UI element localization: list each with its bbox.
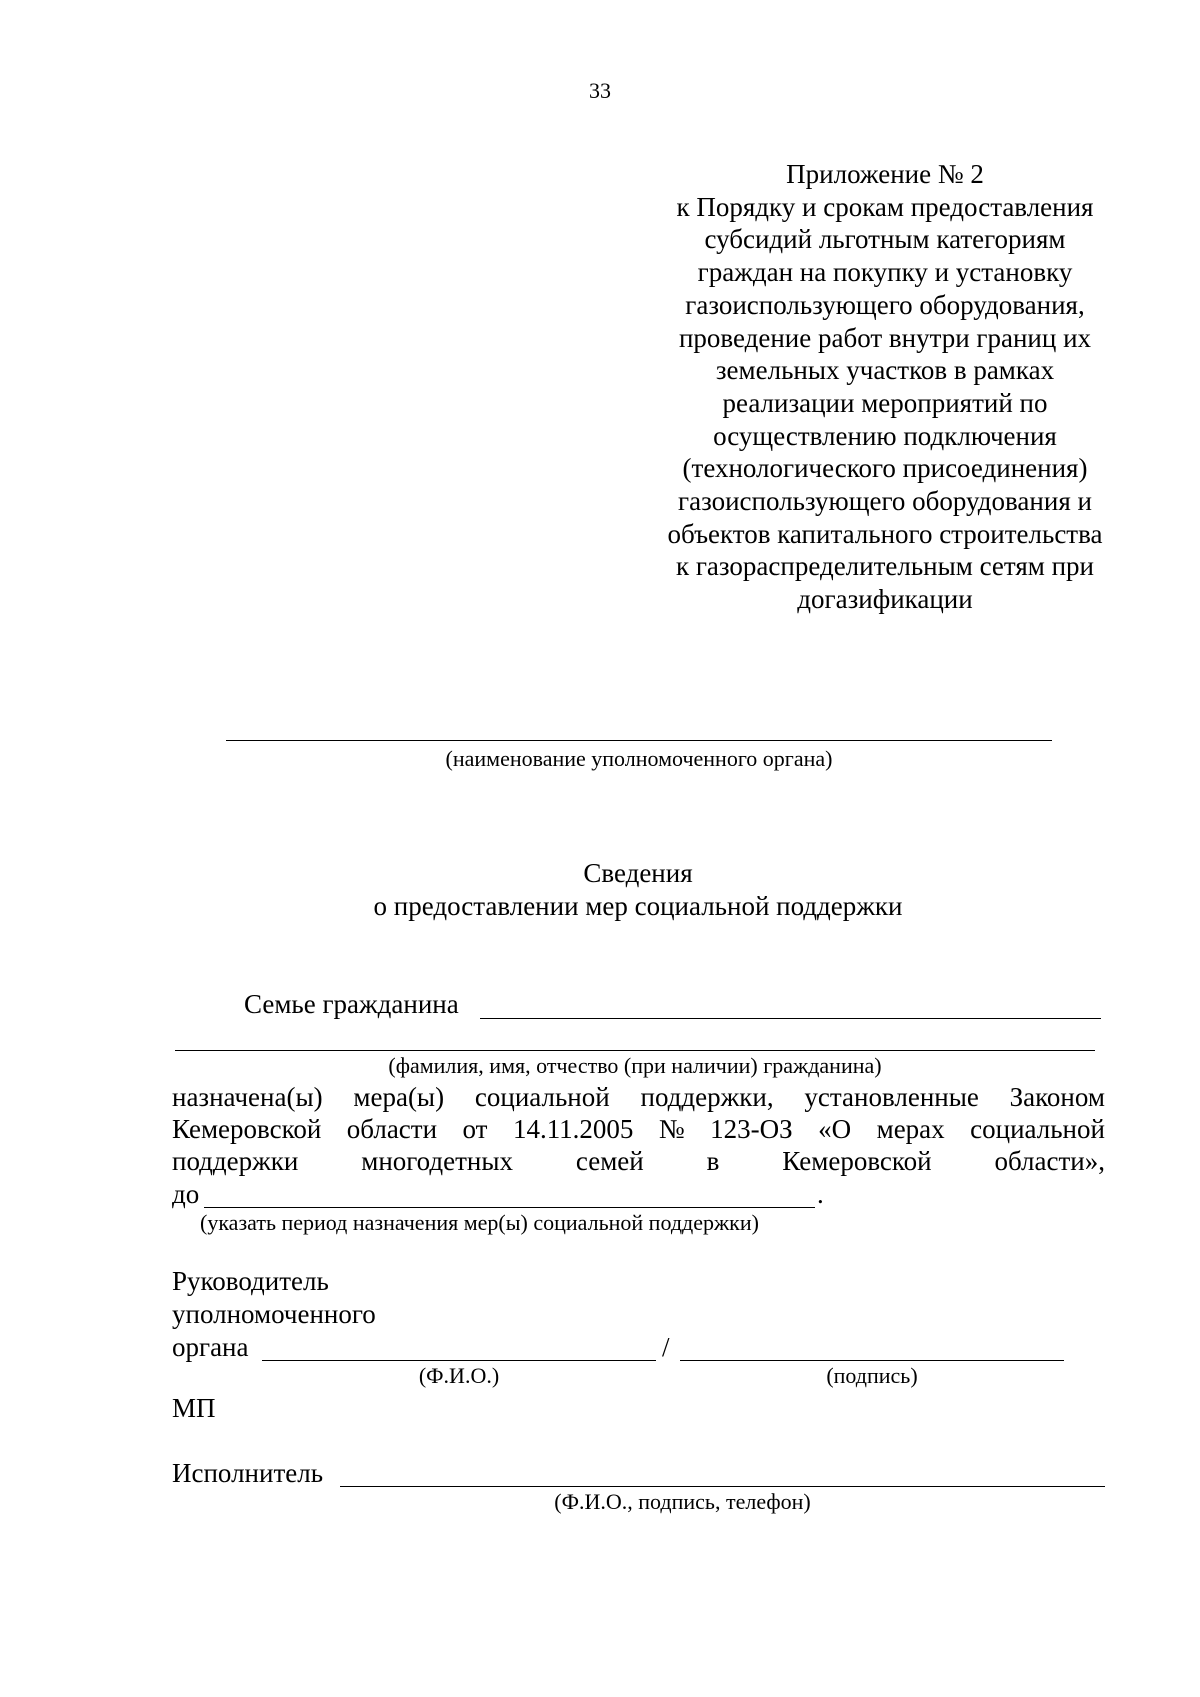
appendix-line: земельных участков в рамках bbox=[715, 355, 1055, 386]
appendix-line: догазификации bbox=[797, 584, 973, 615]
word: 14.11.2005 bbox=[512, 1114, 634, 1144]
appendix-line: субсидий льготным категориям bbox=[704, 224, 1066, 255]
appendix-line: газоиспользующего оборудования и bbox=[678, 486, 1092, 517]
word: от bbox=[462, 1114, 488, 1144]
appendix-line: Приложение № 2 bbox=[786, 159, 984, 189]
word: Кемеровской bbox=[782, 1146, 932, 1176]
stamp-placeholder: МП bbox=[172, 1393, 216, 1423]
word: области», bbox=[994, 1146, 1105, 1176]
page-number: 33 bbox=[589, 78, 611, 103]
word: назначена(ы) bbox=[172, 1082, 323, 1112]
word: области bbox=[346, 1114, 438, 1144]
appendix-line: осуществлению подключения bbox=[713, 420, 1057, 451]
head-signature-field[interactable] bbox=[680, 1360, 1064, 1361]
word: многодетных bbox=[361, 1146, 514, 1176]
signature-role-line-2: уполномоченного bbox=[172, 1299, 376, 1329]
until-label: до bbox=[172, 1179, 200, 1209]
appendix-line: газоиспользующего оборудования, bbox=[685, 289, 1085, 320]
period-caption: (указать период назначения мер(ы) социальной поддержки) bbox=[200, 1210, 759, 1235]
word: «О bbox=[818, 1114, 852, 1144]
sign-caption: (подпись) bbox=[826, 1363, 918, 1388]
word: мерах bbox=[876, 1114, 945, 1144]
family-caption: (фамилия, имя, отчество (при наличии) гражданина) bbox=[388, 1053, 882, 1078]
authority-caption: (наименование уполномоченного органа) bbox=[445, 746, 833, 771]
authority-name-line[interactable] bbox=[226, 740, 1052, 741]
word: семей bbox=[575, 1146, 644, 1176]
fio-caption: (Ф.И.О.) bbox=[418, 1363, 500, 1388]
appendix-line: проведение работ внутри границ их bbox=[678, 322, 1092, 353]
period-field[interactable] bbox=[204, 1207, 815, 1208]
appendix-line: объектов капитального строительства bbox=[667, 518, 1103, 549]
appendix-line: реализации мероприятий по bbox=[722, 387, 1048, 418]
head-fio-field[interactable] bbox=[262, 1360, 656, 1361]
family-label: Семье гражданина bbox=[244, 989, 459, 1019]
executor-label: Исполнитель bbox=[172, 1458, 324, 1488]
word: мера(ы) bbox=[353, 1082, 445, 1112]
executor-caption: (Ф.И.О., подпись, телефон) bbox=[554, 1489, 811, 1514]
appendix-line: к Порядку и срокам предоставления bbox=[676, 191, 1094, 222]
word: поддержки bbox=[172, 1146, 299, 1176]
word: социальной bbox=[474, 1082, 610, 1112]
appendix-header bbox=[630, 158, 1140, 616]
word: № bbox=[658, 1114, 685, 1144]
word: поддержки, bbox=[640, 1082, 774, 1112]
signature-separator: / bbox=[662, 1332, 670, 1362]
executor-field[interactable] bbox=[340, 1486, 1105, 1487]
document-title: Сведения bbox=[583, 858, 693, 888]
appendix-line: граждан на покупку и установку bbox=[697, 257, 1073, 288]
word: социальной bbox=[970, 1114, 1105, 1144]
signature-role-line-3: органа bbox=[172, 1332, 249, 1362]
document-subtitle: о предоставлении мер социальной поддержки bbox=[373, 891, 903, 921]
signature-role-line-1: Руководитель bbox=[172, 1266, 329, 1296]
word: установленные bbox=[804, 1082, 979, 1112]
family-name-field-continuation[interactable] bbox=[175, 1050, 1095, 1051]
word: Законом bbox=[1009, 1082, 1105, 1112]
word: 123-ОЗ bbox=[710, 1114, 793, 1144]
body-line-3 bbox=[172, 1145, 1105, 1177]
body-line-2 bbox=[172, 1113, 1105, 1145]
family-name-field[interactable] bbox=[480, 1018, 1101, 1019]
body-line-1 bbox=[172, 1081, 1105, 1113]
appendix-line: к газораспределительным сетям при bbox=[675, 551, 1094, 582]
period-end-dot: . bbox=[817, 1179, 824, 1209]
word: в bbox=[706, 1146, 720, 1176]
appendix-line: (технологического присоединения) bbox=[682, 453, 1088, 484]
word: Кемеровской bbox=[172, 1114, 322, 1144]
